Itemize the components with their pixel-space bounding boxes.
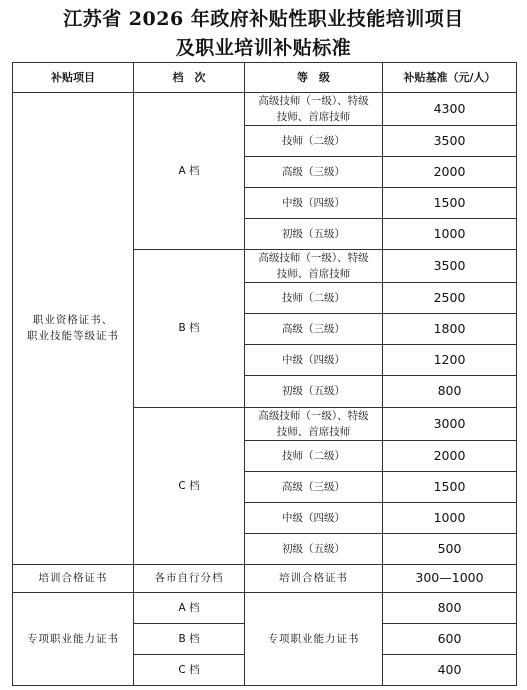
level-cell (245, 407, 383, 440)
training-amount: 300—1000 (383, 564, 517, 592)
level-line1: 高级技师（一级）、特级 (258, 252, 369, 265)
level-cell: 中级（四级） (245, 188, 383, 219)
amount-cell: 3500 (383, 126, 517, 157)
level-cell: 技师（二级） (245, 440, 383, 471)
amount-cell: 1500 (383, 188, 517, 219)
level-cell (245, 93, 383, 126)
amount-cell: 400 (383, 654, 517, 685)
level-cell: 高级（三级） (245, 471, 383, 502)
document-title-line1: 江苏省 2026 年政府补贴性职业技能培训项目 (63, 8, 464, 30)
header-item: 补贴项目 (13, 63, 134, 93)
level-cell: 高级（三级） (245, 314, 383, 345)
amount-cell: 2000 (383, 157, 517, 188)
tier-cell: A 档 (134, 592, 245, 623)
amount-cell: 1800 (383, 314, 517, 345)
amount-cell: 3000 (383, 407, 517, 440)
amount-cell: 800 (383, 592, 517, 623)
level-line2: 技师、首席技师 (276, 111, 351, 124)
table-header-row (13, 63, 517, 93)
level-cell (245, 250, 383, 283)
level-cell: 高级（三级） (245, 157, 383, 188)
tier-cell: C 档 (134, 407, 245, 564)
tier-cell: B 档 (134, 623, 245, 654)
level-cell: 初级（五级） (245, 533, 383, 564)
level-cell: 初级（五级） (245, 219, 383, 250)
table-row (13, 592, 517, 623)
table-row (13, 93, 517, 126)
amount-cell: 1500 (383, 471, 517, 502)
amount-cell: 600 (383, 623, 517, 654)
header-tier: 档 次 (134, 63, 245, 93)
amount-cell: 800 (383, 376, 517, 407)
tier-cell: B 档 (134, 250, 245, 407)
training-level: 培训合格证书 (245, 564, 383, 592)
level-line2: 技师、首席技师 (276, 425, 351, 438)
subsidy-table (12, 62, 517, 686)
level-line1: 高级技师（一级）、特级 (258, 95, 369, 108)
amount-cell: 1000 (383, 502, 517, 533)
document-title-line2: 及职业培训补贴标准 (175, 37, 352, 59)
amount-cell: 500 (383, 533, 517, 564)
level-cell: 技师（二级） (245, 283, 383, 314)
amount-cell: 3500 (383, 250, 517, 283)
level-cell: 技师（二级） (245, 126, 383, 157)
level-line2: 技师、首席技师 (276, 268, 351, 281)
amount-cell: 2000 (383, 440, 517, 471)
amount-cell: 4300 (383, 93, 517, 126)
cert-group-label-line2: 职业技能等级证书 (27, 330, 119, 343)
special-level: 专项职业能力证书 (245, 592, 383, 685)
amount-cell: 1000 (383, 219, 517, 250)
level-line1: 高级技师（一级）、特级 (258, 409, 369, 422)
cert-group-label-line1: 职业资格证书、 (32, 314, 114, 327)
training-row (13, 564, 517, 592)
cert-group-label (13, 93, 134, 565)
tier-cell: A 档 (134, 93, 245, 250)
level-cell: 中级（四级） (245, 502, 383, 533)
header-standard: 补贴基准（元/人） (383, 63, 517, 93)
special-item: 专项职业能力证书 (13, 592, 134, 685)
training-tier: 各市自行分档 (134, 564, 245, 592)
header-level: 等 级 (245, 63, 383, 93)
level-cell: 初级（五级） (245, 376, 383, 407)
level-cell: 中级（四级） (245, 345, 383, 376)
tier-cell: C 档 (134, 654, 245, 685)
amount-cell: 2500 (383, 283, 517, 314)
amount-cell: 1200 (383, 345, 517, 376)
training-item: 培训合格证书 (13, 564, 134, 592)
